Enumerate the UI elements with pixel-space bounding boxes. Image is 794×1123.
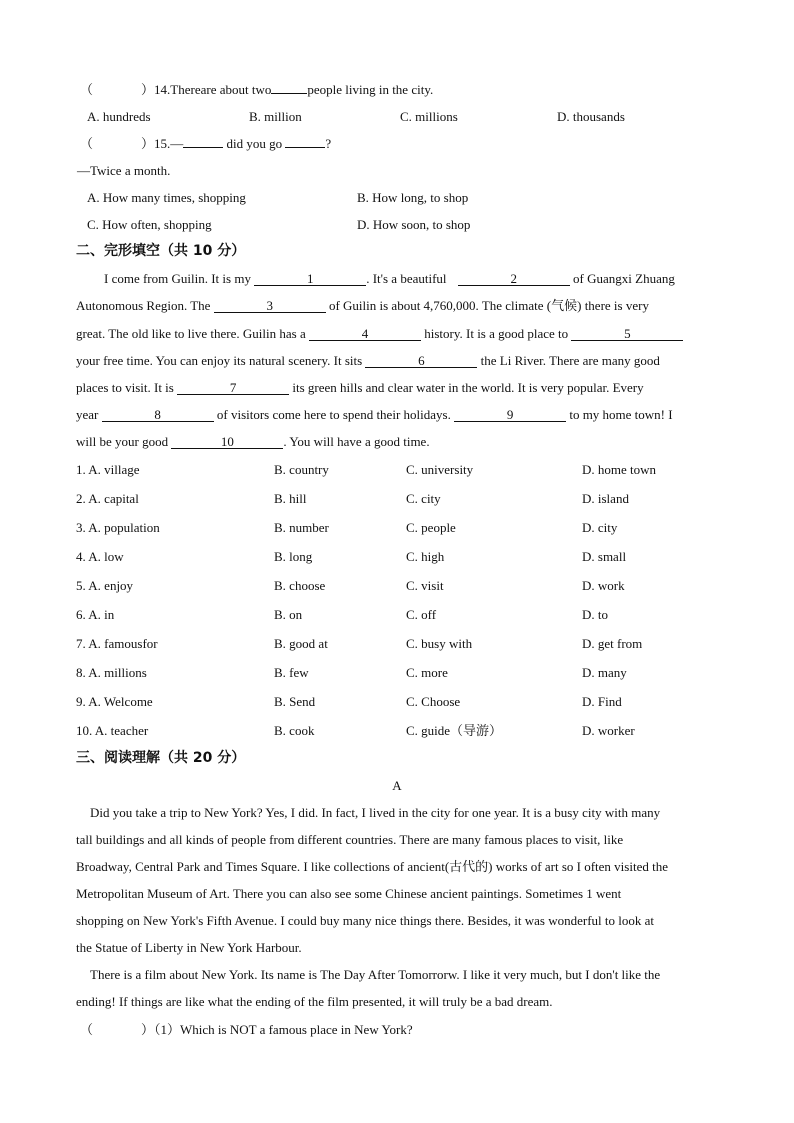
option-c[interactable]: C. high bbox=[406, 549, 445, 564]
option-d[interactable]: D. worker bbox=[582, 723, 635, 738]
option-a[interactable]: 4. A. low bbox=[76, 549, 124, 564]
option-b[interactable]: B. number bbox=[274, 520, 329, 535]
cloze-blank-5[interactable]: 5 bbox=[571, 327, 683, 341]
question-14: （ ）14.Thereare about two people living in the city. bbox=[80, 82, 434, 97]
answer-blank[interactable] bbox=[183, 147, 223, 148]
option-a[interactable]: 5. A. enjoy bbox=[76, 578, 134, 593]
cloze-line: places to visit. It is 7 its green hills and clear water in the world. It is very popular. Every bbox=[76, 380, 644, 395]
passage-line: the Statue of Liberty in New York Harbour. bbox=[76, 940, 302, 955]
dialogue-answer: —Twice a month. bbox=[77, 163, 171, 178]
option-d[interactable]: D. small bbox=[582, 549, 627, 564]
cloze-line: Autonomous Region. The 3 of Guilin is about 4,760,000. The climate (气候) there is very bbox=[76, 298, 649, 313]
passage-line: Did you take a trip to New York? Yes, I did. In fact, I lived in the city for one year. It is a busy city with many bbox=[90, 805, 661, 820]
option-c[interactable]: C. busy with bbox=[406, 636, 473, 651]
answer-bracket[interactable]: （ ） bbox=[80, 1022, 155, 1037]
option-b[interactable]: B. How long, to shop bbox=[357, 190, 469, 205]
option-c[interactable]: C. Choose bbox=[406, 694, 461, 709]
cloze-line: great. The old like to live there. Guilin has a 4 history. It is a good place to 5 bbox=[76, 327, 683, 341]
option-d[interactable]: D. to bbox=[582, 607, 608, 622]
option-d[interactable]: D. home town bbox=[582, 462, 657, 477]
cloze-blank-1[interactable]: 1 bbox=[254, 272, 366, 286]
cloze-line: I come from Guilin. It is my 1 . It's a beautiful 2 of Guangxi Zhuang bbox=[104, 271, 675, 286]
passage-line: tall buildings and all kinds of people from different countries. There are many famous places to visit, like bbox=[76, 832, 624, 847]
option-c[interactable]: C. city bbox=[406, 491, 441, 506]
option-b[interactable]: B. cook bbox=[274, 723, 315, 738]
option-b[interactable]: B. million bbox=[249, 109, 302, 124]
option-a[interactable]: A. How many times, shopping bbox=[87, 190, 246, 205]
passage-line: There is a film about New York. Its name is The Day After Tomorrorw. I like it very much, but I don't like the bbox=[90, 967, 661, 982]
option-a[interactable]: A. hundreds bbox=[87, 109, 151, 124]
reading-question-1: （ ）（1）Which is NOT a famous place in New York? bbox=[80, 1022, 413, 1037]
cloze-blank-7[interactable]: 7 bbox=[177, 381, 289, 395]
option-a[interactable]: 8. A. millions bbox=[76, 665, 147, 680]
option-d[interactable]: D. work bbox=[582, 578, 625, 593]
option-b[interactable]: B. Send bbox=[274, 694, 316, 709]
option-b[interactable]: B. hill bbox=[274, 491, 307, 506]
cloze-blank-3[interactable]: 3 bbox=[214, 299, 326, 313]
passage-line: shopping on New York's Fifth Avenue. I could buy many nice things there. Besides, it was wonderful to look at bbox=[76, 913, 655, 928]
answer-bracket[interactable]: （ ） bbox=[80, 82, 155, 97]
option-c[interactable]: C. millions bbox=[400, 109, 458, 124]
answer-blank[interactable] bbox=[285, 147, 325, 148]
option-c[interactable]: C. guide（导游） bbox=[406, 723, 503, 738]
cloze-blank-9[interactable]: 9 bbox=[454, 408, 566, 422]
cloze-line: year 8 of visitors come here to spend their holidays. 9 to my home town! I bbox=[76, 407, 673, 422]
option-d[interactable]: D. many bbox=[582, 665, 627, 680]
passage-line: ending! If things are like what the ending of the film presented, it will truly be a bad dream. bbox=[76, 994, 553, 1009]
option-a[interactable]: 7. A. famousfor bbox=[76, 636, 158, 651]
cloze-blank-2[interactable]: 2 bbox=[458, 272, 570, 286]
option-d[interactable]: D. Find bbox=[582, 694, 622, 709]
option-d[interactable]: D. get from bbox=[582, 636, 643, 651]
option-d[interactable]: D. How soon, to shop bbox=[357, 217, 471, 232]
option-c[interactable]: C. off bbox=[406, 607, 437, 622]
option-a[interactable]: 6. A. in bbox=[76, 607, 115, 622]
answer-blank[interactable] bbox=[271, 93, 307, 94]
section-heading-cloze: 二、完形填空（共 10 分） bbox=[76, 243, 246, 259]
section-heading-reading: 三、阅读理解（共 20 分） bbox=[76, 750, 246, 766]
option-b[interactable]: B. few bbox=[274, 665, 309, 680]
option-a[interactable]: 1. A. village bbox=[76, 462, 140, 477]
cloze-blank-6[interactable]: 6 bbox=[365, 354, 477, 368]
option-d[interactable]: D. island bbox=[582, 491, 629, 506]
option-a[interactable]: 9. A. Welcome bbox=[76, 694, 153, 709]
cloze-blank-4[interactable]: 4 bbox=[309, 327, 421, 341]
cloze-line: your free time. You can enjoy its natural scenery. It sits 6 the Li River. There are many good bbox=[76, 353, 660, 368]
option-d[interactable]: D. city bbox=[582, 520, 618, 535]
cloze-blank-10[interactable]: 10 bbox=[171, 435, 283, 449]
option-b[interactable]: B. on bbox=[274, 607, 303, 622]
passage-line: Broadway, Central Park and Times Square. I like collections of ancient(古代的) works of art so I often visited the bbox=[76, 859, 668, 874]
option-a[interactable]: 10. A. teacher bbox=[76, 723, 149, 738]
answer-bracket[interactable]: （ ） bbox=[80, 136, 155, 151]
option-c[interactable]: C. How often, shopping bbox=[87, 217, 212, 232]
option-b[interactable]: B. long bbox=[274, 549, 313, 564]
option-b[interactable]: B. country bbox=[274, 462, 329, 477]
option-c[interactable]: C. university bbox=[406, 462, 474, 477]
option-c[interactable]: C. more bbox=[406, 665, 448, 680]
passage-line: Metropolitan Museum of Art. There you can also see some Chinese ancient paintings. Sometimes 1 went bbox=[76, 886, 622, 901]
option-a[interactable]: 2. A. capital bbox=[76, 491, 139, 506]
option-c[interactable]: C. visit bbox=[406, 578, 444, 593]
option-d[interactable]: D. thousands bbox=[557, 109, 625, 124]
cloze-blank-8[interactable]: 8 bbox=[102, 408, 214, 422]
option-a[interactable]: 3. A. population bbox=[76, 520, 160, 535]
option-b[interactable]: B. good at bbox=[274, 636, 328, 651]
cloze-line: will be your good 10 . You will have a good time. bbox=[76, 434, 430, 449]
question-15: （ ）15.— did you go ? bbox=[80, 136, 332, 151]
passage-label: A bbox=[392, 778, 402, 793]
option-b[interactable]: B. choose bbox=[274, 578, 326, 593]
option-c[interactable]: C. people bbox=[406, 520, 456, 535]
